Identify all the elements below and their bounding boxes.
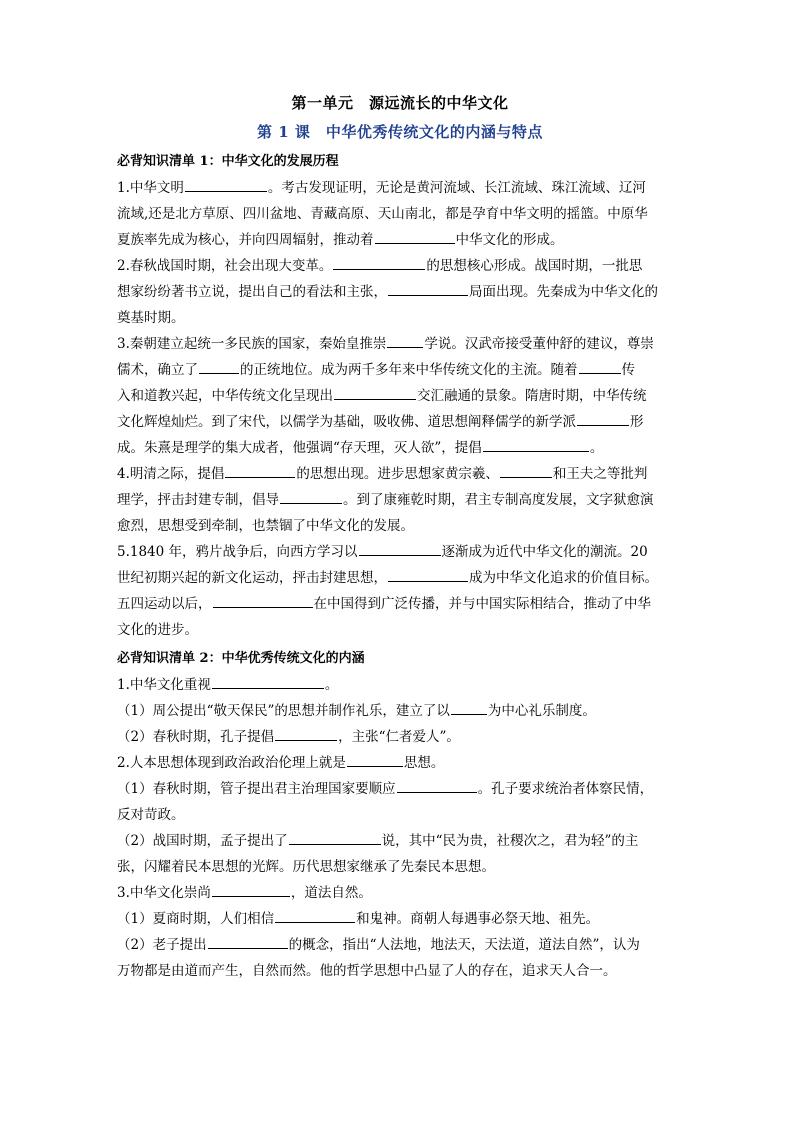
blank[interactable]	[387, 333, 423, 348]
item-line: 3.中华文化崇尚 ，道法自然。	[117, 880, 683, 906]
blank[interactable]	[208, 934, 288, 949]
item-line: （2）春秋时期，孔子提倡 ，主张“仁者爱人”。	[117, 724, 683, 750]
item-line: 2.人本思想体现到政治政治伦理上就是 思想。	[117, 750, 683, 776]
unit-title: 第一单元 源远流长的中华文化	[291, 94, 509, 112]
section-heading-2: 必背知识清单 2：中华优秀传统文化的内涵	[117, 651, 365, 666]
blank[interactable]	[199, 359, 239, 374]
blank[interactable]	[375, 229, 455, 244]
blank[interactable]	[451, 700, 487, 715]
blank[interactable]	[280, 489, 342, 504]
blank[interactable]	[289, 830, 381, 845]
blank[interactable]	[397, 778, 477, 793]
lesson-title: 第 1 课 中华优秀传统文化的内涵与特点	[257, 123, 543, 141]
blank[interactable]	[388, 567, 468, 582]
blank[interactable]	[275, 726, 337, 741]
blank[interactable]	[347, 752, 403, 767]
blank[interactable]	[212, 882, 290, 897]
paragraph-1: 1.中华文明 。考古发现证明，无论是黄河流域、长江流域、珠江流域、辽河 流域,还是北方草原、四川盆地、青藏高原、天山南北，都是孕育中华文明的摇篮。中原华 夏族率先成为核心，并向四周辐射，推动着 中华文化的形成。	[117, 175, 683, 253]
blank[interactable]	[213, 593, 313, 608]
blank[interactable]	[359, 541, 441, 556]
worksheet-page	[117, 92, 683, 984]
item-line: （1）夏商时期，人们相信 和鬼神。商朝人每遇事必祭天地、祖先。	[117, 906, 683, 932]
item-line: （1）周公提出“敬天保民”的思想并制作礼乐，建立了以 为中心礼乐制度。	[117, 698, 683, 724]
paragraph-4: 4.明清之际，提倡 的思想出现。进步思想家黄宗羲、 和王夫之等批判 理学，抨击封建专制，倡导 。到了康雍乾时期，君主专制高度发展，文字狱愈演 愈烈，思想受到牵制，也禁锢了中华文化的发展。	[117, 461, 683, 539]
blank[interactable]	[500, 463, 552, 478]
item-line: （2）老子提出 的概念，指出“人法地，地法天，天法道，道法自然”，认为 万物都是由道而产生，自然而然。他的哲学思想中凸显了人的存在，追求天人合一。	[117, 932, 683, 984]
paragraph-3: 3.秦朝建立起统一多民族的国家，秦始皇推崇 学说。汉武帝接受董仲舒的建议，尊崇 儒术，确立了 的正统地位。成为两千多年来中华传统文化的主流。随着 传 入和道教兴起，中华传统文化呈现出 交汇融通的景象。隋唐时期，中华传统 文化辉煌灿烂。到了宋代，以儒学为基础，吸收佛、道思想阐释儒学的新学派 形 成。朱熹是理学的集大成者，他强调“存天理，灭人欲”，提倡 。	[117, 331, 683, 461]
section-heading-1: 必背知识清单 1：中华文化的发展历程	[117, 154, 339, 169]
blank[interactable]	[333, 255, 425, 270]
blank[interactable]	[225, 463, 295, 478]
blank[interactable]	[334, 385, 416, 400]
item-line: 1.中华文化重视 。	[117, 672, 683, 698]
blank[interactable]	[185, 177, 267, 192]
blank[interactable]	[212, 674, 324, 689]
item-line: （2）战国时期，孟子提出了 说，其中“民为贵，社稷次之，君为轻”的主 张，闪耀着民本思想的光辉。历代思想家继承了先秦民本思想。	[117, 828, 683, 880]
item-line: （1）春秋时期，管子提出君主治理国家要顺应 。孔子要求统治者体察民情， 反对苛政。	[117, 776, 683, 828]
blank[interactable]	[577, 411, 629, 426]
blank[interactable]	[388, 281, 468, 296]
paragraph-2: 2.春秋战国时期，社会出现大变革。 的思想核心形成。战国时期，一批思 想家纷纷著书立说，提出自己的看法和主张， 局面出现。先秦成为中华文化的 奠基时期。	[117, 253, 683, 331]
blank[interactable]	[483, 437, 589, 452]
blank[interactable]	[579, 359, 621, 374]
blank[interactable]	[275, 908, 355, 923]
paragraph-5: 5.1840 年，鸦片战争后，向西方学习以 逐渐成为近代中华文化的潮流。20 世纪初期兴起的新文化运动，抨击封建思想， 成为中华文化追求的价值目标。 五四运动以后， 在中国得到广泛传播，并与中国实际相结合，推动了中华 文化的进步。	[117, 539, 683, 643]
